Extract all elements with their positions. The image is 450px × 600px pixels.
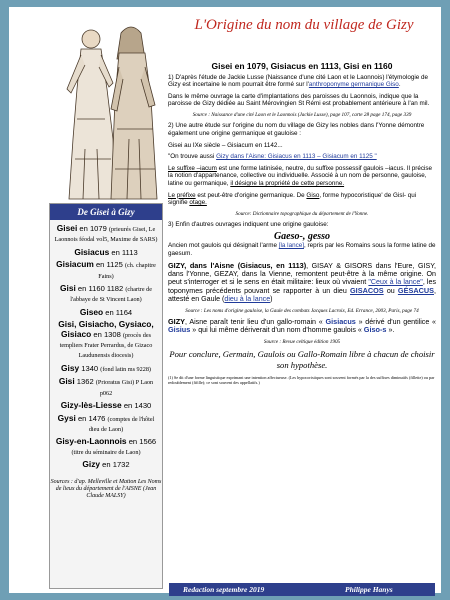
sidebar-item	[53, 364, 159, 374]
sidebar-list	[50, 220, 162, 475]
gisacos-term: GISACOS	[350, 285, 384, 295]
sidebar-item	[53, 377, 159, 398]
sidebar-item-note: (prieurés Gisei, Le Laonnois féodal vol5, Maxime de SARS)	[54, 226, 158, 244]
sidebar-item-note: (fond latin ms 9228)	[100, 365, 151, 373]
paragraph-9-text: Ancien mot gaulois qui désignait l'arme	[168, 242, 279, 250]
sidebar-item	[53, 248, 159, 257]
gisius-term: Gisius	[168, 325, 191, 335]
sidebar-item-date: en 1125	[93, 260, 123, 270]
gisiacus-term: Gisiacus	[325, 316, 356, 326]
sidebar-item-date: en 1732	[100, 460, 130, 470]
footnote: (1) Se dit d'une forme linguistique exprimant une intention affectueuse. (Les hypocoristiques sont souvent formés par la des suffixes diminutifs (fillette) ou par redoublement (fifille); ce sont souvent des appellatifs.)	[168, 375, 435, 386]
paragraph-10-text-3: , attesté en Gaule (	[168, 286, 436, 304]
paragraph-7	[168, 192, 436, 207]
gizy-term: GIZY	[168, 316, 186, 326]
paragraph-6	[168, 165, 436, 188]
paragraph-10-or: ou	[383, 286, 398, 295]
sidebar-item-name: Gisi	[59, 283, 76, 294]
main-content	[168, 63, 436, 389]
paragraph-10	[168, 262, 436, 304]
sidebar-item	[53, 320, 159, 361]
sidebar-item-date: en 1430	[121, 401, 152, 411]
sidebar-item-date: en 1566	[126, 437, 157, 447]
paragraph-11-text-2: » dérivé d'un gentilice «	[355, 317, 436, 326]
sidebar-item-note: (ch. chapitre Fains)	[98, 262, 156, 280]
sidebar-source: Sources : d'ap. Melleville et Matton Les Noms de lieux du département de l'AISNE (Jean Claude MALSY)	[50, 478, 162, 499]
paragraph-2: Dans le même ouvrage la carte d'implantations des paroisses du Laonnois, indique que la paroisse de Gizy dédiée au Saint Mérovingien St Rémi est probablement antérieure à l'an mil.	[168, 92, 430, 108]
paragraph-6-text: est une forme latinisée, neutre, du suffixe possessif gaulois –iacus. Il précise la notion d'appartenance, collective ou individuelle. Associé à un nom de personne, gauloise, latine ou germanique,	[168, 164, 433, 187]
page	[9, 7, 441, 593]
paragraph-7-text-2: , forme hypocoristique' de Gisl- qui signifie	[168, 191, 417, 207]
suffix-meaning: il désigne la propriété de cette personne.	[230, 179, 345, 187]
sidebar-item-name: Gisiacum	[56, 259, 94, 270]
sidebar-item	[53, 260, 159, 281]
sidebar-item-name: Gizy	[82, 459, 101, 470]
paragraph-4: Gisei au IXe siècle – Gisiacum en 1142...	[168, 141, 283, 149]
sidebar-item-name: Gisiacus	[74, 246, 110, 257]
page-title: L'Origine du nom du village de Gizy	[194, 17, 414, 33]
paragraph-5-quote: Gizy dans l'Aisne: Gisiacus en 1113 – Gisiacum en 1125 "	[216, 153, 377, 161]
giso-term: Giso	[306, 191, 320, 199]
paragraph-10-text-2: , les toponymes précédents pouvant se rapporter à un dieu	[168, 278, 436, 295]
sidebar-item-date: en 1113	[109, 247, 138, 257]
paragraph-3: 2) Une autre étude sur l'origine du nom du village de Gizy les nobles dans l'Yonne démontre également une origine germanique et gauloise :	[168, 122, 425, 137]
paragraph-11-text: , Aisne paraît tenir lieu d'un gallo-romain «	[185, 317, 326, 326]
sidebar-item	[53, 224, 159, 245]
paragraph-10-end: )	[270, 295, 273, 304]
source-4: Source : Revue celtique édition 1905	[263, 338, 341, 345]
sidebar-item-note: (comptes de l'hôtel dieu de Laon)	[88, 415, 155, 433]
sidebar-item-name: Gisei	[56, 223, 78, 233]
sidebar-item-name: Gysi	[57, 412, 76, 423]
footer-author: Philippe Hanys	[345, 585, 393, 594]
paragraph-1-highlight: anthroponyme germanique Giso	[308, 81, 399, 89]
paragraph-11-text-3: » qui lui même dériverait d'un nom d'homme gaulois «	[190, 326, 364, 335]
paragraph-10-text: , GISAY & GISORS dans l'Eure, GISY, dans l'Yonne, GEZAY, dans la Vienne, remontent peut-être à la même origine. On peut s'interroger et si le sens en était militaire: lieux où vivaient	[168, 261, 436, 287]
sidebar-item	[53, 308, 159, 317]
lance-term: [la lance]	[278, 242, 304, 250]
ceux-a-la-lance: "Ceux à la lance"	[368, 278, 423, 287]
otage-term: otage.	[189, 199, 207, 207]
sidebar-item	[53, 414, 159, 435]
paragraph-8: 3) Enfin d'autres ouvrages indiquent une origine gauloise:	[168, 221, 329, 229]
gesacus-term: GÉSACUS	[397, 285, 434, 295]
source-3: Source : Les noms d'origine gauloise, la Gaule des combats Jacques Lacroix, Ed. Errance, 2003, Paris, page 74	[185, 307, 419, 314]
footer-band	[169, 583, 435, 596]
paragraph-11	[168, 318, 436, 335]
sidebar-item-note: (chartre de l'abbaye de St Vincent Laon)	[70, 286, 152, 304]
sidebar-item-name: Gisy	[60, 362, 80, 373]
sidebar-item-date: en 1476	[75, 413, 106, 423]
sidebar-item-note: (Prioratus Gisi) P Laon p062	[95, 379, 154, 397]
conclusion: Pour conclure, Germain, Gaulois ou Gallo-Romain libre à chacun de choisir son hypothèse.	[169, 349, 435, 371]
paragraph-7-text: est peut-être d'origine germanique. De	[195, 191, 307, 199]
source-2: Source: Dictionnaire topographique du département de l'Yonne.	[235, 210, 369, 217]
sidebar-heading: De Gisei à Gizy	[50, 204, 162, 220]
content-heading: Gisei en 1079, Gisiacus en 1113, Gisi en 1160	[211, 61, 393, 71]
paragraph-11-end: ».	[386, 326, 395, 335]
sidebar-item-date: 1340	[79, 363, 99, 373]
footer-date: Redaction septembre 2019	[183, 585, 265, 594]
sidebar-item-note: (titre du séminaire de Laon)	[71, 448, 141, 456]
paragraph-1	[168, 74, 436, 89]
sidebar-item	[53, 460, 159, 469]
sidebar-item	[53, 284, 159, 305]
sidebar-item-name: Giseo	[79, 306, 104, 317]
sidebar-item-date: en 1160 1182	[75, 284, 124, 294]
gaeso-heading: Gaeso-, gesso	[273, 230, 331, 242]
sidebar-item-date: 1362	[74, 377, 94, 387]
suffix-term: Le suffixe –iacum	[168, 164, 217, 172]
prefix-term: Le préfixe	[168, 191, 196, 199]
gizy-aisne-term: GIZY, dans l'Aisne (Gisiacus, en 1113)	[168, 260, 307, 270]
sidebar-item	[53, 401, 159, 410]
sidebar-item-name: Gizy-lès-Liesse	[60, 400, 122, 411]
sidebar-item-name: Gisi, Gisiacho, Gysiaco, Gisiaco	[58, 319, 154, 339]
paragraph-1-end: .	[398, 81, 401, 89]
sidebar-item	[53, 437, 159, 457]
source-1: Source : Naissance d'une cité Laon et le Laonnois (Jackie Lusse), page 107, carte 28 page 174, page 339	[192, 111, 412, 118]
sidebar-item-date: en 1164	[103, 307, 133, 317]
paragraph-5	[168, 153, 436, 161]
paragraph-1-text: 1) D'après l'étude de Jackie Lusse (Naissance d'une cité Laon et le Laonnois) l'étymologie de Gizy est incertaine le nom pourrait être formé sur l'	[168, 73, 428, 89]
paragraph-9	[168, 242, 436, 257]
medieval-couple-illustration	[55, 19, 165, 205]
sidebar-item-date: en 1079	[77, 224, 107, 233]
dieu-a-la-lance: dieu à la lance	[224, 295, 271, 304]
paragraph-9-end: , repris par les Romains sous la forme latine de gaesum.	[168, 242, 436, 257]
sidebar-item-name: Gisy-en-Laonnois	[55, 436, 127, 447]
paragraph-5-text: "On trouve aussi	[168, 153, 217, 161]
sidebar	[49, 203, 163, 589]
sidebar-item-note: (procès des templiers Frater Perrardus, de Gizaco Laudunensis diocesis)	[59, 331, 153, 360]
sidebar-item-date: en 1308	[91, 329, 121, 339]
sidebar-item-name: Gisi	[58, 376, 75, 387]
giso-s-term: Giso-s	[363, 325, 387, 335]
